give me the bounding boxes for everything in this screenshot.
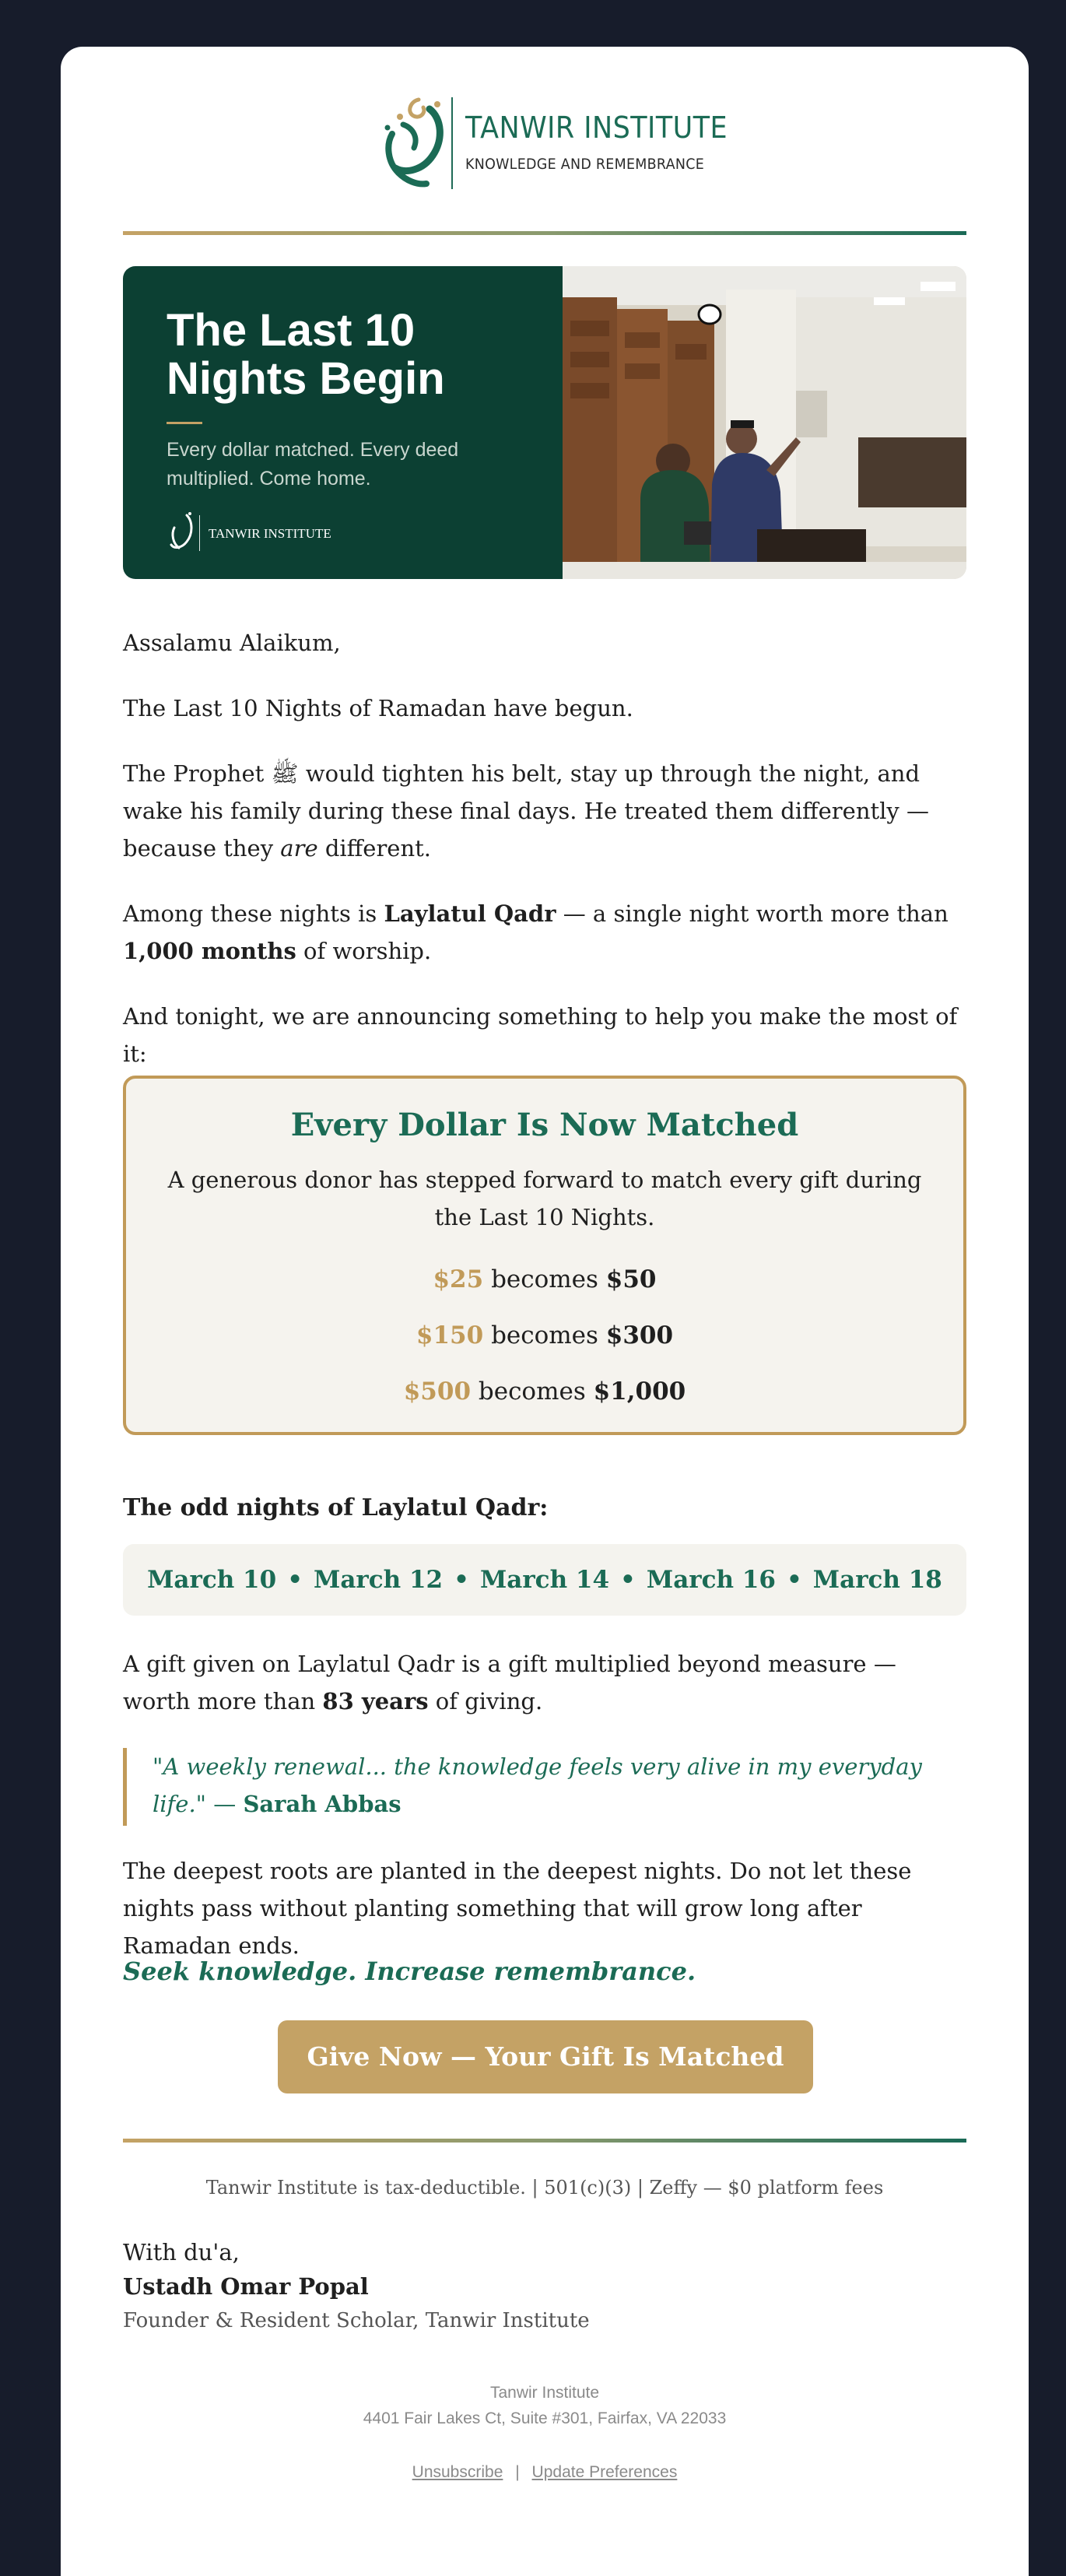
paragraph-prophet-end: different. (317, 835, 432, 862)
lq-strong-name: Laylatul Qadr (384, 900, 556, 927)
match-matched-amount: $50 (605, 1265, 657, 1293)
testimonial-quote (123, 1748, 966, 1826)
paragraph-gift (123, 1645, 966, 1720)
match-amount: $500 (403, 1377, 472, 1406)
quote-author: Sarah Abbas (243, 1791, 402, 1817)
lq-text-c: of worship. (296, 938, 432, 964)
match-row (126, 1265, 963, 1293)
date-separator: • (786, 1566, 802, 1594)
lq-text-b: — a single night worth more than (556, 900, 949, 927)
paragraph-prophet-emphasis: are (280, 835, 318, 862)
quote-dash: — (213, 1791, 237, 1817)
odd-nights-dates (123, 1544, 966, 1616)
date-item: March 10 (147, 1566, 277, 1594)
tagline: Seek knowledge. Increase remembrance. (123, 1957, 696, 1986)
mini-logo-text: TANWIR INSTITUTE (209, 526, 331, 541)
mini-calligraphy-logo (167, 509, 198, 556)
date-separator: • (454, 1566, 469, 1594)
footer-links (61, 2463, 1029, 2482)
match-matched-amount: $300 (605, 1321, 674, 1349)
paragraph-intro: The Last 10 Nights of Ramadan have begun. (123, 695, 633, 721)
signer-role: Founder & Resident Scholar, Tanwir Institute (123, 2309, 590, 2332)
footer-divider (123, 2139, 966, 2143)
banner-title-line-2: Nights Begin (167, 353, 445, 404)
banner-subtext: Every dollar matched. Every deed multiplied. Come home. (167, 439, 459, 490)
match-word: becomes (491, 1321, 598, 1349)
signature-block (123, 2235, 966, 2338)
quote-text: "A weekly renewal... the knowledge feels very alive in my everyday life." (153, 1753, 922, 1817)
give-now-button[interactable]: Give Now — Your Gift Is Matched (278, 2020, 813, 2093)
greeting: Assalamu Alaikum, (123, 630, 341, 656)
hero-banner (123, 266, 966, 579)
unsubscribe-link[interactable]: Unsubscribe (412, 2463, 503, 2481)
match-matched-amount: $1,000 (593, 1377, 686, 1406)
logo-title: TANWIR INSTITUTE (465, 111, 728, 145)
odd-nights-heading: The odd nights of Laylatul Qadr: (123, 1494, 549, 1521)
banner-text-panel (123, 266, 563, 579)
paragraph-laylatul-qadr (123, 895, 966, 970)
footer-address: 4401 Fair Lakes Ct, Suite #301, Fairfax, VA 22033 (363, 2409, 727, 2427)
date-item: March 12 (314, 1566, 444, 1594)
match-amount: $150 (416, 1321, 484, 1349)
lq-text-a: Among these nights is (123, 900, 384, 927)
match-row (126, 1321, 963, 1349)
match-word: becomes (491, 1265, 598, 1293)
header-divider (123, 231, 966, 235)
match-amount: $25 (433, 1265, 484, 1293)
lq-strong-months: 1,000 months (123, 938, 296, 964)
paragraph-announcement: And tonight, we are announcing something to help you make the most of it: (123, 1003, 958, 1067)
gift-strong: 83 years (322, 1688, 429, 1714)
photo-illustration (563, 266, 966, 579)
link-separator: | (515, 2463, 520, 2481)
update-preferences-link[interactable]: Update Preferences (531, 2463, 678, 2481)
banner-mini-logo (167, 509, 369, 556)
paragraph-prophet-text: The Prophet ﷺ would tighten his belt, stay up through the night, and wake his family during these final days. He treated them differently — because they (123, 760, 930, 862)
gift-text-a: A gift given on Laylatul Qadr is a gift multiplied beyond measure — worth more than (123, 1651, 896, 1714)
date-item: March 16 (646, 1566, 776, 1594)
date-item: March 14 (479, 1566, 610, 1594)
signer-name: Ustadh Omar Popal (123, 2273, 369, 2300)
match-box (123, 1076, 966, 1435)
logo-divider (451, 97, 453, 189)
mini-logo-divider (199, 515, 200, 551)
date-item: March 18 (812, 1566, 942, 1594)
date-separator: • (620, 1566, 636, 1594)
match-row (126, 1377, 963, 1406)
banner-title-line-1: The Last 10 (167, 305, 416, 356)
tax-note: Tanwir Institute is tax-deductible. | 501(c)(3) | Zeffy — $0 platform fees (205, 2177, 884, 2199)
tanwir-calligraphy-logo (372, 93, 458, 195)
gift-text-b: of giving. (428, 1688, 543, 1714)
sign-off: With du'a, (123, 2239, 240, 2265)
banner-title (167, 307, 540, 403)
header-logo (372, 93, 745, 195)
logo-subtitle: KNOWLEDGE AND REMEMBRANCE (465, 156, 705, 173)
banner-accent-line (167, 422, 202, 424)
paragraph-closing: The deepest roots are planted in the deepest nights. Do not let these nights pass without planting something that will grow long after Ramadan ends. (123, 1858, 912, 1959)
match-title: Every Dollar Is Now Matched (290, 1107, 799, 1143)
match-word: becomes (478, 1377, 586, 1406)
date-separator: • (287, 1566, 303, 1594)
email-card (61, 47, 1029, 2576)
match-description: A generous donor has stepped forward to match every gift during the Last 10 Nights. (167, 1167, 922, 1230)
paragraph-prophet (123, 755, 966, 867)
footer-org: Tanwir Institute (489, 2384, 600, 2402)
